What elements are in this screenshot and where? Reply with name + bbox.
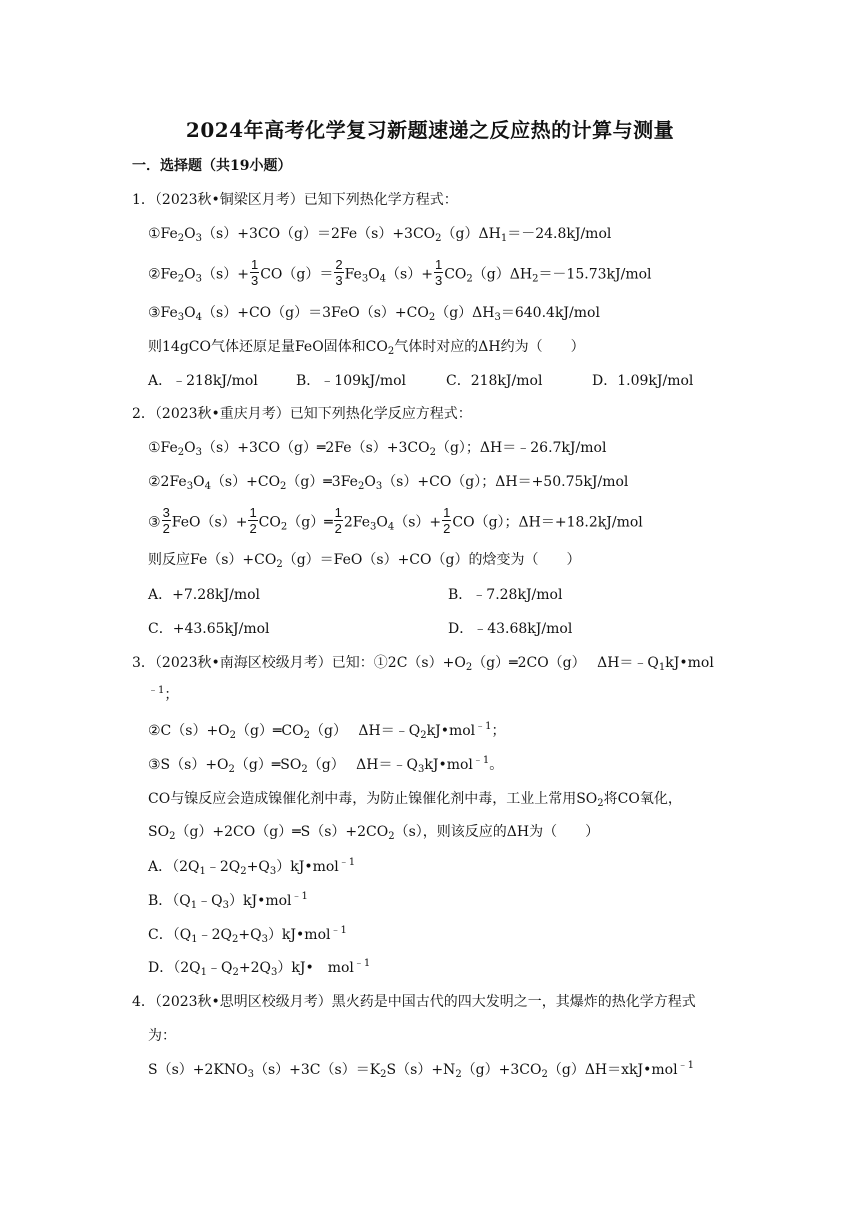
- q3-equation-3: $③S(s)+O_2(g)═SO_2(g)$ $\Delta H=﹣Q_3kJ•mol^{﹣1}$。: [148, 755, 504, 775]
- q1-equation-3: $③Fe_3O_4(s)+CO(g)=3FeO(s)+CO_2(g)\Delta H_3=640.4kJ$/mol: [148, 305, 600, 323]
- q1-equation-2: $②Fe_2O_3(s)+$ $\frac{1}{3}$ CO（g）＝ $\frac{2}{3}$ $Fe_3O_4(s)+$ $\frac{1}{3}$ $CO_2(g)\Delta H_2=-15.73kJ$/mol: [148, 257, 652, 288]
- q1-equation-1: $①Fe_2O_3(s)+3CO(g)=2Fe(s)+3CO_2(g)\Delta H_1=-24.8kJ$/mol: [148, 226, 612, 244]
- q2-equation-1: $①Fe_2O_3(s)+3CO(g)═2Fe(s)+3CO_2(g)$；ΔH＝﹣26.7kJ/mol: [148, 440, 607, 458]
- q4-stem-continued: 为：: [148, 1028, 176, 1044]
- fraction: $\frac{1}{2}$: [249, 505, 257, 536]
- q3-option-d: D．$(2Q_1﹣Q_2+2Q_3)kJ•$ mol$^{﹣1}$: [148, 958, 371, 978]
- fraction: $\frac{1}{3}$: [434, 257, 443, 288]
- fraction: $\frac{2}{3}$: [335, 257, 343, 288]
- fraction: $\frac{3}{2}$: [162, 505, 170, 536]
- fraction: $\frac{1}{3}$: [250, 257, 259, 288]
- q3-context-1: CO与镍反应会造成镍催化剂中毒，为防止镍催化剂中毒，工业上常用$SO_2$将CO氧化，: [148, 791, 682, 809]
- q3-option-c: C．$(Q_1﹣2Q_2+Q_3)kJ•mol^{﹣1}$: [148, 925, 347, 945]
- q2-stem: 2．（2023秋•重庆月考）已知下列热化学反应方程式：: [132, 406, 472, 422]
- q3-option-a: A．$(2Q_1﹣2Q_2+Q_3)kJ•mol^{﹣1}$: [148, 857, 356, 877]
- q4-equation: $S(s)+2KNO_3(s)+3C(s)=K_2S(s)+N_2(g)+3CO_2(g)\Delta H=xkJ•mol^{﹣1}$: [148, 1060, 694, 1080]
- fraction: $\frac{1}{2}$: [334, 505, 342, 536]
- q1-option-d: D．1.09kJ/mol: [592, 373, 694, 389]
- q2-equation-2: $②2Fe_3O_4(s)+CO_2(g)═3Fe_2O_3(s)+CO(g)$；ΔH＝+50.75kJ/mol: [148, 474, 629, 492]
- section-heading: 一．选择题（共19小题）: [132, 158, 292, 174]
- q2-option-b: B．﹣7.28kJ/mol: [448, 587, 563, 603]
- q3-stem: 3．（2023秋•南海区校级月考）已知：$①2C(s)+O_2(g)═2CO(g)$ $\Delta H=﹣Q_1kJ•mol$: [132, 655, 714, 673]
- q2-equation-3: ③ $\frac{3}{2}$ FeO（s）+ $\frac{1}{2}$ $CO_2(g)═$ $\frac{1}{2}$ $2Fe_3O_4(s)+$ $\frac{1}{2}$ CO（g）；ΔH＝+18.2kJ/mol: [148, 505, 643, 536]
- q1-option-b: B．﹣109kJ/mol: [296, 373, 407, 389]
- q2-option-c: C．+43.65kJ/mol: [148, 621, 270, 637]
- q3-stem-continued: $^{﹣1}$；: [148, 685, 179, 703]
- q3-equation-2: $②C(s)+O_2(g)═CO_2(g)$ $\Delta H=﹣Q_2kJ•mol^{﹣1}$；: [148, 721, 506, 741]
- q1-stem: 1．（2023秋•铜梁区月考）已知下列热化学方程式：: [132, 192, 458, 208]
- q1-option-a: A．﹣218kJ/mol: [148, 373, 258, 389]
- fraction: $\frac{1}{2}$: [443, 505, 451, 536]
- q2-option-d: D．﹣43.68kJ/mol: [448, 621, 573, 637]
- q2-question: 则反应$Fe(s)+CO_2(g)=FeO(s)+CO(g)$的焓变为（ ）: [148, 552, 581, 570]
- q4-stem: 4．（2023秋•思明区校级月考）黑火药是中国古代的四大发明之一，其爆炸的热化学方程式: [132, 994, 696, 1010]
- q1-option-c: C．218kJ/mol: [446, 373, 543, 389]
- page-title: 2024年高考化学复习新题速递之反应热的计算与测量: [185, 118, 675, 142]
- q2-option-a: A．+7.28kJ/mol: [148, 587, 261, 603]
- q3-context-2: $SO_2(g)+2CO(g)═S(s)+2CO_2(s)$，则该反应的ΔH为（ ）: [148, 824, 600, 842]
- q3-option-b: B．$(Q_1﹣Q_3)kJ•mol^{﹣1}$: [148, 891, 308, 911]
- q1-question: 则14gCO气体还原足量FeO固体和$CO_2$气体时对应的ΔH约为（ ）: [148, 339, 585, 357]
